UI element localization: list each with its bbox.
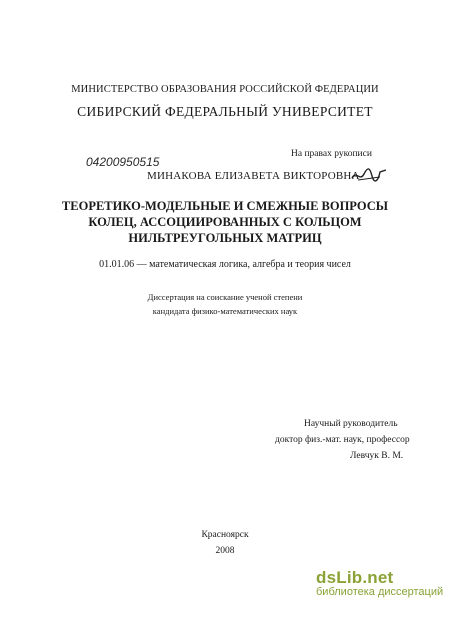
author-name: МИНАКОВА ЕЛИЗАВЕТА ВИКТОРОВНА bbox=[147, 170, 360, 182]
title-line: КОЛЕЦ, АССОЦИИРОВАННЫХ С КОЛЬЦОМ bbox=[88, 215, 362, 229]
degree-statement bbox=[0, 290, 450, 318]
supervisor-name: Левчук В. М. bbox=[350, 451, 404, 461]
ministry-heading: МИНИСТЕРСТВО ОБРАЗОВАНИЯ РОССИЙСКОЙ ФЕДЕРАЦИИ bbox=[71, 84, 379, 95]
title-line: НИЛЬТРЕУГОЛЬНЫХ МАТРИЦ bbox=[128, 231, 322, 245]
university-heading: СИБИРСКИЙ ФЕДЕРАЛЬНЫЙ УНИВЕРСИТЕТ bbox=[77, 104, 373, 119]
supervisor-credentials: доктор физ.-мат. наук, профессор bbox=[275, 435, 410, 445]
watermark-logo: dsLib.net bbox=[316, 568, 394, 587]
supervisor-block bbox=[275, 416, 410, 464]
archive-number: 04200950515 bbox=[86, 155, 160, 169]
signature-icon bbox=[350, 164, 390, 186]
degree-line: Диссертация на соискание ученой степени bbox=[147, 292, 303, 302]
manuscript-note: На правах рукописи bbox=[291, 149, 372, 159]
dissertation-title bbox=[0, 198, 450, 246]
watermark-tagline: библиотека диссертаций bbox=[316, 586, 444, 598]
year: 2008 bbox=[215, 546, 235, 556]
degree-line: кандидата физико-математических наук bbox=[152, 306, 298, 316]
title-line: ТЕОРЕТИКО-МОДЕЛЬНЫЕ И СМЕЖНЫЕ ВОПРОСЫ bbox=[61, 199, 389, 213]
supervisor-role: Научный руководитель bbox=[304, 419, 398, 429]
specialty-code: 01.01.06 — математическая логика, алгебра и теория чисел bbox=[99, 259, 351, 270]
watermark bbox=[316, 568, 443, 598]
city: Красноярск bbox=[201, 530, 249, 540]
